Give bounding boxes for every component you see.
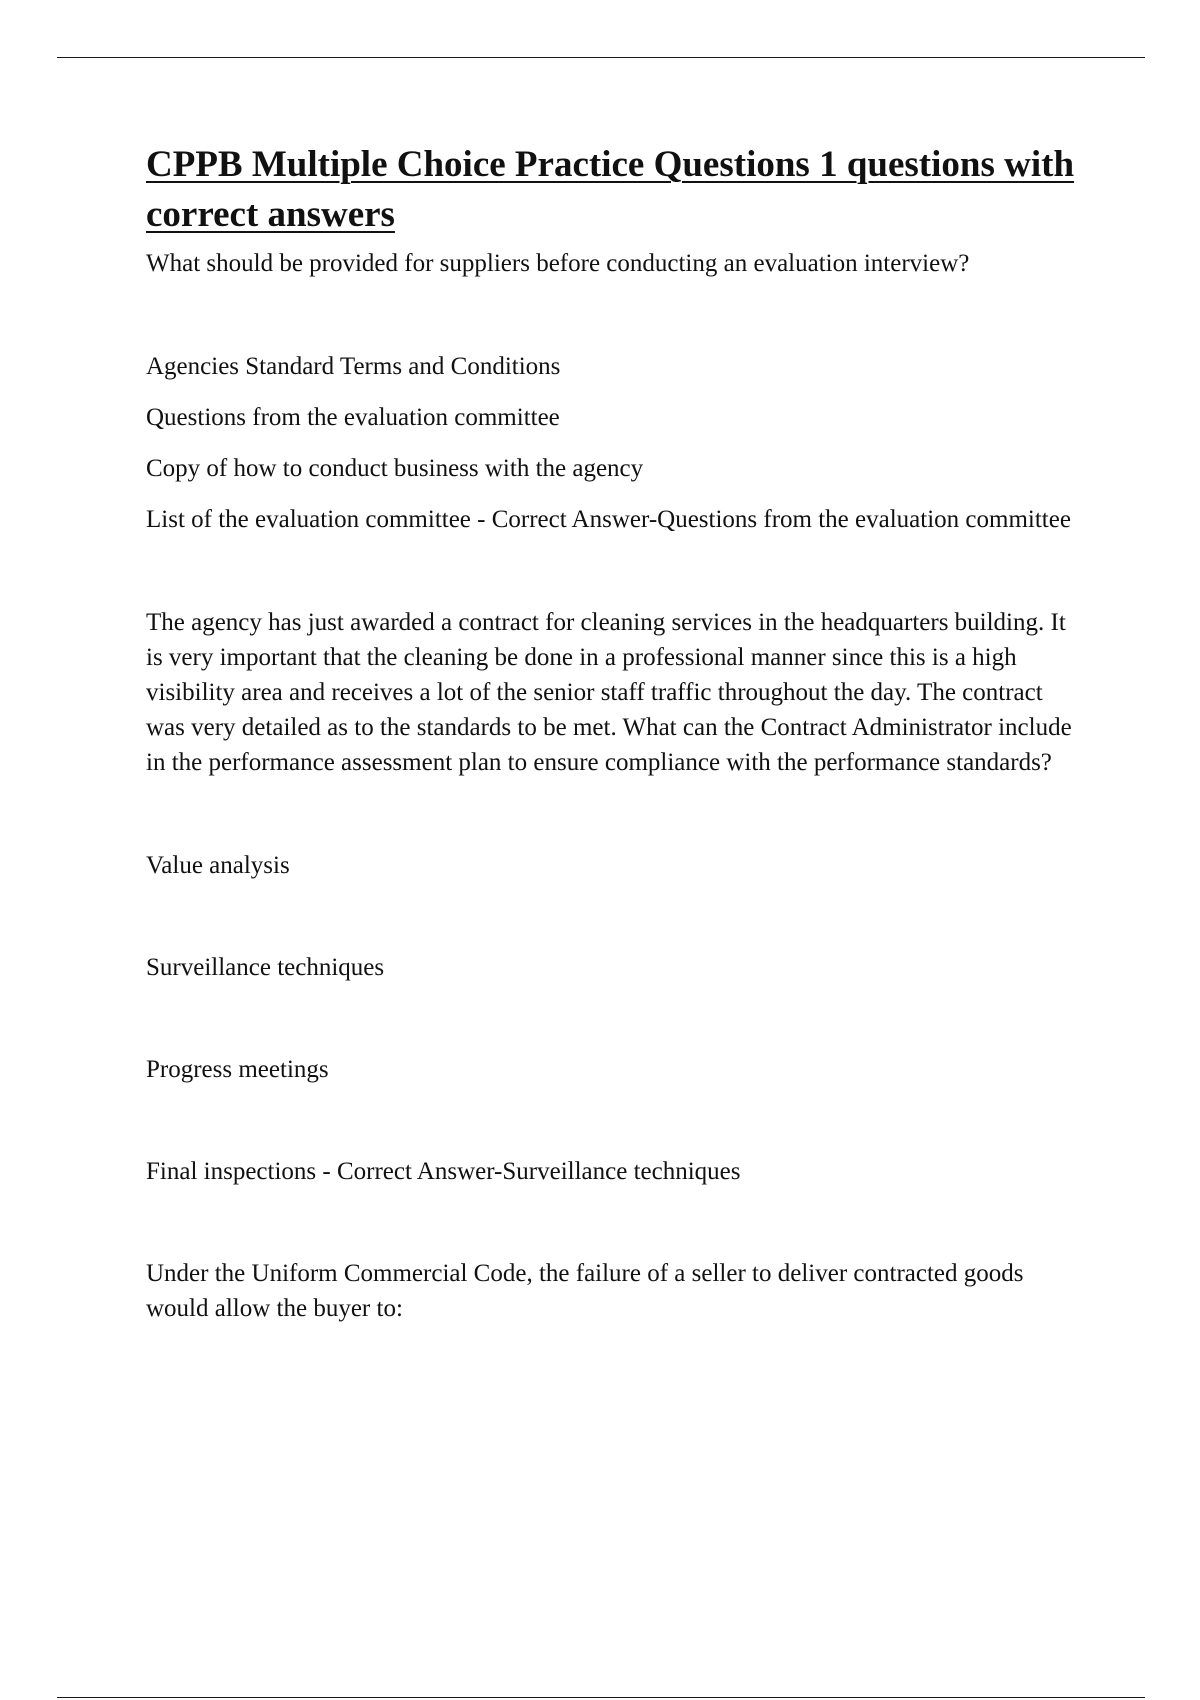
question-1-option-b: Questions from the evaluation committee [146, 404, 560, 431]
document-body [146, 140, 1086, 1326]
question-2-option-d-with-answer: Final inspections - Correct Answer-Surveillance techniques [146, 1158, 741, 1185]
bottom-rule [57, 1697, 1145, 1698]
question-2-option-b: Surveillance techniques [146, 954, 385, 981]
question-2-option-a: Value analysis [146, 852, 290, 879]
question-1-option-a: Agencies Standard Terms and Conditions [146, 353, 561, 380]
question-2-option-c: Progress meetings [146, 1056, 329, 1083]
question-1-option-d-with-answer: List of the evaluation committee - Correct Answer-Questions from the evaluation committee [146, 506, 1071, 533]
question-1-option-c: Copy of how to conduct business with the agency [146, 455, 644, 482]
question-3-prompt: Under the Uniform Commercial Code, the failure of a seller to deliver contracted goods would allow the buyer to: [146, 1260, 1024, 1322]
document-title: CPPB Multiple Choice Practice Questions 1 questions with correct answers [146, 144, 1075, 235]
question-2-prompt: The agency has just awarded a contract for cleaning services in the headquarters building. It is very important that the cleaning be done in a professional manner since this is a high visibility area and receives a lot of the senior staff traffic throughout the day. The contract was very detailed as to the standards to be met. What can the Contract Administrator include in the performance assessment plan to ensure compliance with the performance standards? [146, 609, 1072, 776]
question-1-prompt: What should be provided for suppliers before conducting an evaluation interview? [146, 250, 970, 277]
top-rule [57, 57, 1145, 58]
